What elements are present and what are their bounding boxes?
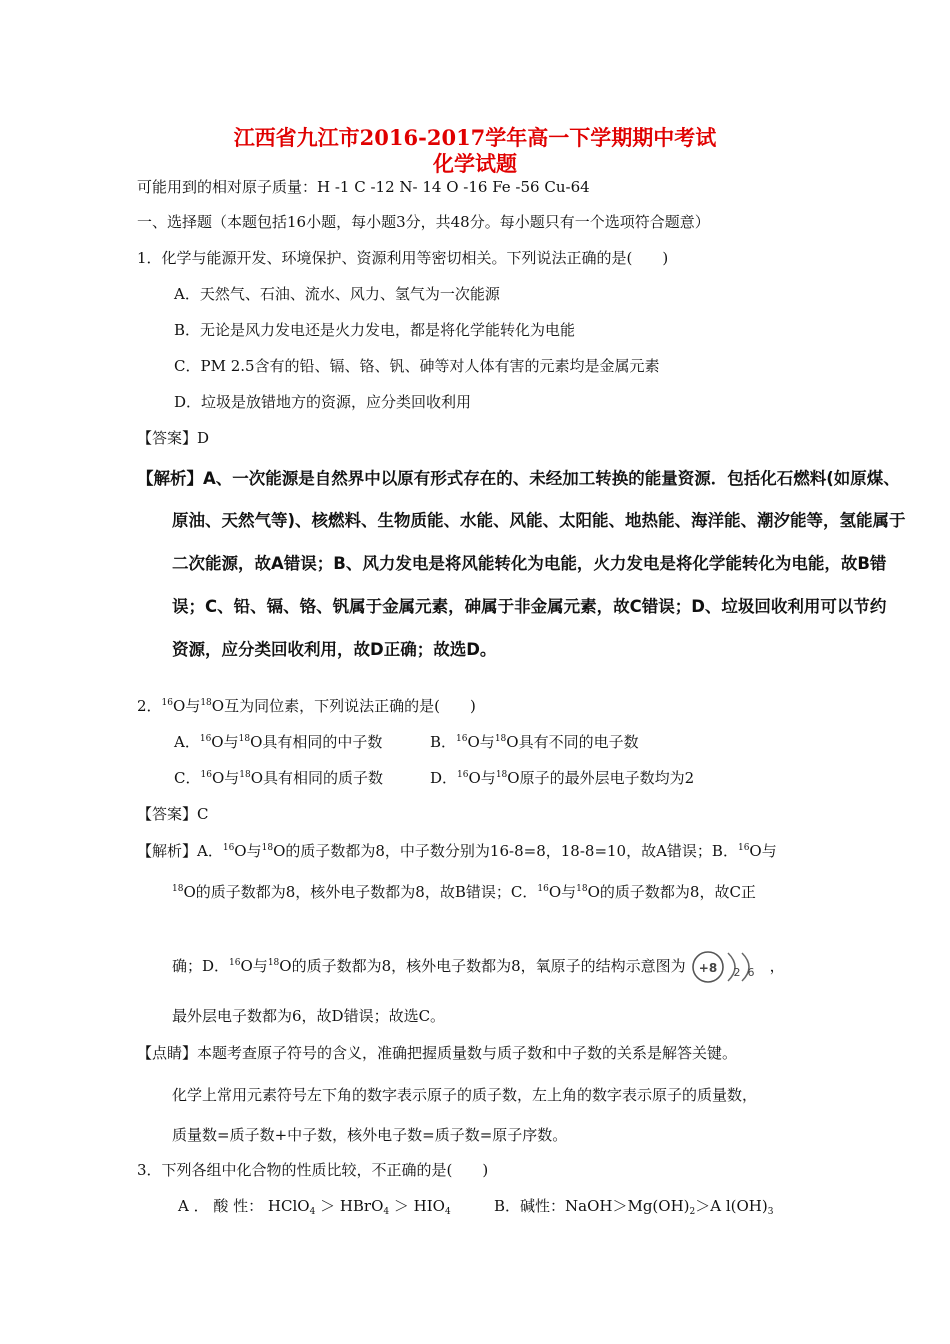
question-1-analysis-line: 原油、天然气等)、核燃料、生物质能、水能、风能、太阳能、地热能、海洋能、潮汐能等，氢能属于 [172,511,906,530]
question-2-analysis-line: 确；D．$^{16}$O与$^{18}$O的质子数都为8，核外电子数都为8，氧原子的结构示意图为 +8 2 6 ， [172,950,785,984]
question-1-option-b: B．无论是风力发电还是火力发电，都是将化学能转化为电能 [174,321,576,339]
question-3-option-b: B．碱性：$NaOH>Mg(OH)_2>A$ $l(OH)_3$ [494,1197,774,1217]
question-1-answer: 【答案】D [137,429,210,447]
question-1-option-d: D．垃圾是放错地方的资源，应分类回收利用 [174,393,472,411]
oxygen-atom-structure-diagram [690,950,770,984]
question-1-stem: 1．化学与能源开发、环境保护、资源利用等密切相关。下列说法正确的是( ) [137,249,669,267]
question-2-option-d: D．$^{16}$O与$^{18}$O原子的最外层电子数均为2 [430,769,695,787]
question-2-point-line: 质量数=质子数+中子数，核外电子数=质子数=原子序数。 [172,1126,568,1144]
question-2-option-c: C．$^{16}$O与$^{18}$O具有相同的质子数 [174,769,384,787]
question-2-analysis-line: 最外层电子数都为6，故D错误；故选C。 [172,1007,446,1025]
shell-2-electron-count: 6 [747,966,755,979]
question-1-option-c: C．PM 2.5含有的铅、镉、铬、钒、砷等对人体有害的元素均是金属元素 [174,357,660,375]
question-2-point-line: 化学上常用元素符号左下角的数字表示原子的质子数，左上角的数字表示原子的质量数， [172,1086,758,1104]
question-1-analysis-line: 误；C、铅、镉、铬、钒属于金属元素，砷属于非金属元素，故C错误；D、垃圾回收利用可以节约 [172,597,887,616]
document-subtitle: 化学试题 [433,151,517,176]
question-1-analysis-line: 资源，应分类回收利用，故D正确；故选D。 [172,640,497,659]
question-2-option-a: A．$^{16}$O与$^{18}$O具有相同的中子数 [174,733,383,751]
shell-1-electron-count: 2 [733,966,741,979]
question-3-stem: 3．下列各组中化合物的性质比较，不正确的是( ) [137,1161,489,1179]
question-2-analysis-line: $^{18}$O的质子数都为8，核外电子数都为8，故B错误；C．$^{16}$O与$^{18}$O的质子数都为8，故C正 [172,883,756,901]
nucleus-charge-label: +8 [698,961,717,975]
question-2-option-b: B．$^{16}$O与$^{18}$O具有不同的电子数 [430,733,639,751]
document-title: 江西省九江市2016-2017学年高一下学期期中考试 [233,125,717,150]
question-1-analysis-line: 【解析】A、一次能源是自然界中以原有形式存在的、未经加工转换的能量资源．包括化石燃料(如原煤、 [137,469,900,488]
question-3-option-a: A ． 酸 性： HClO$_4$ ＞ HBrO$_4$ ＞ $HIO_4$ [178,1197,451,1217]
question-1-option-a: A．天然气、石油、流水、风力、氢气为一次能源 [174,285,500,303]
section-heading: 一、选择题（本题包括16小题，每小题3分，共48分。每小题只有一个选项符合题意） [137,213,710,231]
question-2-answer: 【答案】C [137,805,209,823]
question-2-stem: 2．$^{16}$O与$^{18}$O互为同位素，下列说法正确的是( ) [137,697,476,715]
question-2-point-line: 【点睛】本题考查原子符号的含义，准确把握质量数与质子数和中子数的关系是解答关键。 [137,1044,738,1062]
atomic-masses-line: 可能用到的相对原子质量：H -1 C -12 N- 14 O -16 Fe -56 Cu-64 [137,178,590,196]
question-2-analysis-line: 【解析】A．$^{16}$O与$^{18}$O的质子数都为8，中子数分别为16-8=8，18-8=10，故A错误；B．$^{16}$O与 [137,842,777,860]
question-1-analysis-line: 二次能源，故A错误；B、风力发电是将风能转化为电能，火力发电是将化学能转化为电能，故B错 [172,554,887,573]
